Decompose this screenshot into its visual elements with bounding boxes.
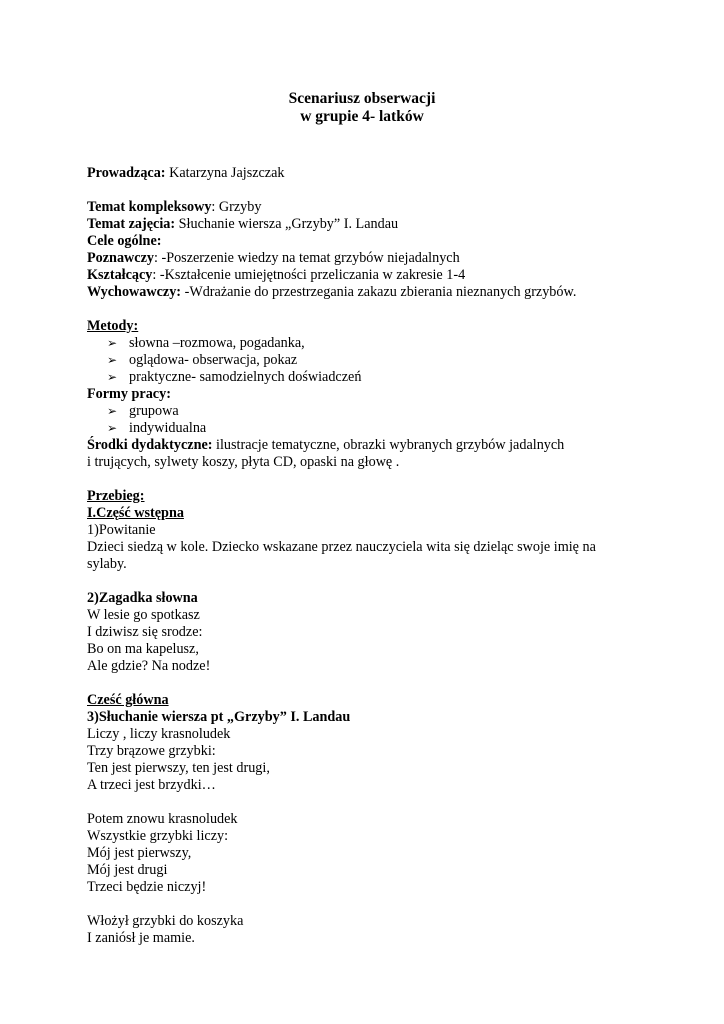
metody-item: praktyczne- samodzielnych doświadczeń [129,369,362,385]
wychowawczy-label: Wychowawczy: [87,284,182,300]
prowadzaca-line [87,165,285,182]
zagadka-line: Bo on ma kapelusz, [87,641,199,657]
bullet-arrow-icon: ➢ [107,370,118,384]
bullet-arrow-icon: ➢ [107,353,118,367]
formy-pracy-heading: Formy pracy: [87,386,171,402]
powitanie-text-line1: Dzieci siedzą w kole. Dziecko wskazane przez nauczyciela wita się dzieląc swoje imię na [87,539,596,555]
poem-line: Trzeci będzie niczyj! [87,879,207,895]
przebieg-heading: Przebieg: [87,488,145,504]
srodki-value: ilustracje tematyczne, obrazki wybranych grzybów jadalnych [212,437,565,453]
ksztalcacy-label: Kształcący [87,267,153,283]
poem-line: A trzeci jest brzydki… [87,777,216,793]
sluchanie-heading: 3)Słuchanie wiersza pt „Grzyby” I. Landau [87,709,351,725]
prowadzaca-label: Prowadząca: [87,165,166,181]
formy-item: grupowa [129,403,179,419]
poem-line: Wszystkie grzybki liczy: [87,828,229,844]
poem-line: Włożył grzybki do koszyka [87,913,244,929]
bullet-arrow-icon: ➢ [107,404,118,418]
metody-item: oglądowa- obserwacja, pokaz [129,352,298,368]
temat-kompleksowy-label: Temat kompleksowy [87,199,212,215]
document-title-line1: Scenariusz obserwacji [288,90,436,107]
poem-line: Ten jest pierwszy, ten jest drugi, [87,760,270,776]
powitanie-text-line2: sylaby. [87,556,127,572]
poznawczy-line [87,250,460,267]
poem-line: Liczy , liczy krasnoludek [87,726,231,742]
ksztalcacy-line [87,267,465,284]
czesc-glowna-heading: Cześć główna [87,692,169,708]
zagadka-line: W lesie go spotkasz [87,607,200,623]
metody-heading: Metody: [87,318,139,334]
poem-line: Trzy brązowe grzybki: [87,743,216,759]
temat-kompleksowy-value: : Grzyby [211,199,262,215]
poznawczy-value: : -Poszerzenie wiedzy na temat grzybów niejadalnych [153,250,460,266]
poem-line: Mój jest pierwszy, [87,845,192,861]
temat-kompleksowy-line [87,199,261,216]
poem-line: Potem znowu krasnoludek [87,811,238,827]
document-title-line2: w grupie 4- latków [300,108,424,125]
zagadka-line: I dziwisz się srodze: [87,624,203,640]
poem-line: Mój jest drugi [87,862,168,878]
wychowawczy-value: -Wdrażanie do przestrzegania zakazu zbierania nieznanych grzybów. [181,284,577,300]
temat-zajecia-line [87,216,398,233]
srodki-line [87,437,564,454]
temat-zajecia-value: Słuchanie wiersza „Grzyby” I. Landau [175,216,399,232]
prowadzaca-value: Katarzyna Jajszczak [165,165,285,181]
zagadka-heading: 2)Zagadka słowna [87,590,198,606]
wychowawczy-line [87,284,576,301]
zagadka-line: Ale gdzie? Na nodze! [87,658,211,674]
srodki-line2: i trujących, sylwety koszy, płyta CD, opaski na głowę . [87,454,400,470]
powitanie-label: 1)Powitanie [87,522,156,538]
temat-zajecia-label: Temat zajęcia: [87,216,176,232]
bullet-arrow-icon: ➢ [107,421,118,435]
srodki-label: Środki dydaktyczne: [87,437,213,453]
poem-line: I zaniósł je mamie. [87,930,195,946]
cele-ogolne-heading: Cele ogólne: [87,233,162,249]
formy-item: indywidualna [129,420,207,436]
poznawczy-label: Poznawczy [87,250,154,266]
metody-item: słowna –rozmowa, pogadanka, [129,335,305,351]
bullet-arrow-icon: ➢ [107,336,118,350]
czesc-wstepna-heading: I.Część wstępna [87,505,184,521]
ksztalcacy-value: : -Kształcenie umiejętności przeliczania w zakresie 1-4 [152,267,466,283]
